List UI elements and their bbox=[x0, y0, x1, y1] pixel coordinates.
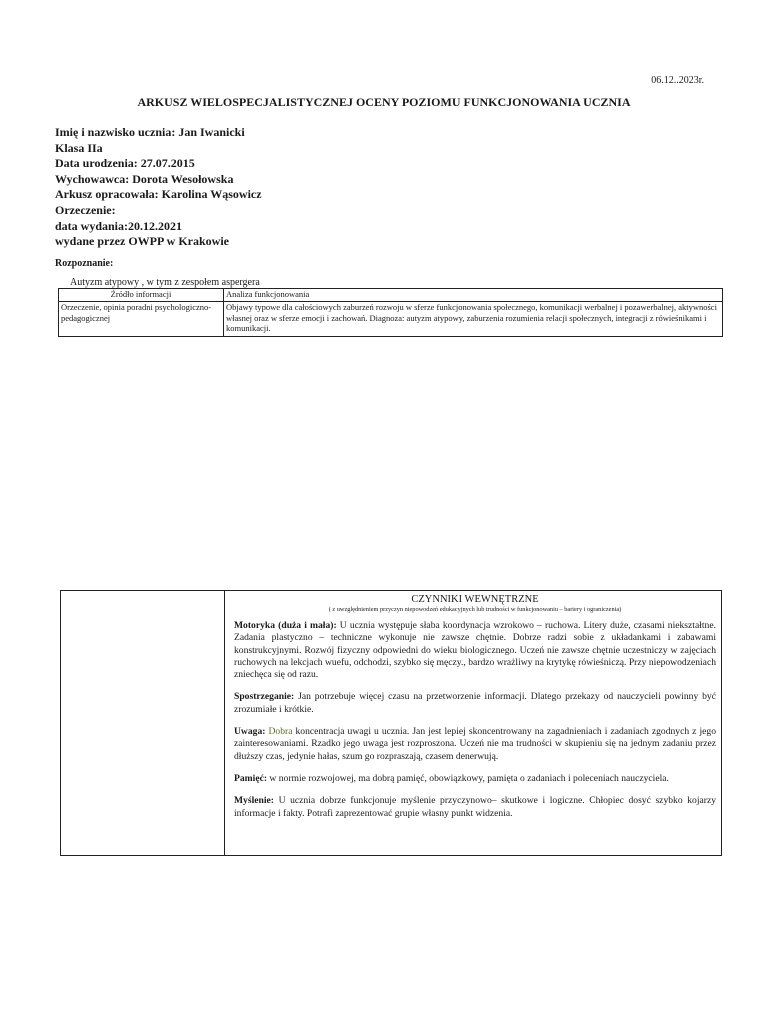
motor-skills-text: U ucznia występuje słaba koordynacja wzrokowo – ruchowa. Litery duże, czasami niekształtne. Zadania plastyczno – techniczne wykonuje nie zawsze chętnie. Dobrze radzi sobie z układankami i zabawami konstrukcyjnymi. Rozwój fizyczny odpowiedni do wieku biologicznego. Uczeń nie zawsze chętnie uczestniczy w zajęciach ruchowych na lekcjach wuefu, odchodzi, szybko się męczy., bardzo wrażliwy na krytykę rówieśniczą. Przy niepowodzeniach zniechęca się od razu. bbox=[234, 620, 716, 681]
sources-table bbox=[58, 288, 723, 337]
issue-date: data wydania:20.12.2021 bbox=[55, 218, 183, 233]
perception-paragraph bbox=[234, 691, 716, 716]
motor-skills-paragraph bbox=[234, 620, 716, 681]
source-cell: Orzeczenie, opinia poradni psychologiczno-pedagogicznej bbox=[59, 302, 224, 337]
empty-label-cell bbox=[61, 591, 225, 856]
student-info bbox=[55, 125, 262, 250]
motor-skills-heading: Motoryka (duża i mała): bbox=[234, 620, 337, 631]
document-date: 06.12..2023r. bbox=[651, 75, 704, 86]
memory-heading: Pamięć: bbox=[234, 772, 268, 784]
memory-paragraph bbox=[234, 773, 716, 785]
attention-heading: Uwaga: bbox=[234, 726, 266, 738]
diagnosis-value: Autyzm atypowy , w tym z zespołem aspergera bbox=[70, 277, 260, 288]
internal-factors-table bbox=[60, 590, 722, 856]
analysis-column-header: Analiza funkcjonowania bbox=[224, 289, 723, 302]
attention-highlight: Dobra bbox=[265, 726, 293, 738]
sheet-author: Arkusz opracowała: Karolina Wąsowicz bbox=[55, 187, 262, 202]
table-row bbox=[61, 591, 722, 856]
analysis-cell: Objawy typowe dla całościowych zaburzeń rozwoju w sferze funkcjonowania społecznego, komunikacji werbalnej i pozawerbalnej, aktywności własnej oraz w sferze emocji i zachowań. Diagnoza: autyzm atypowy, zaburzenia rozumienia relacji społecznych, integracji z rówieśnikami i komunikacji. bbox=[224, 302, 723, 337]
factors-subtitle: ( z uwzględnieniem przyczyn niepowodzeń edukacyjnych lub trudności w funkcjonowaniu – bariery i ograniczenia) bbox=[328, 606, 622, 613]
ruling-label: Orzeczenie: bbox=[55, 202, 116, 217]
thinking-text: U ucznia dobrze funkcjonuje myślenie przyczynowo– skutkowe i logiczne. Chłopiec dosyć szybko kojarzy informacje i fakty. Potrafi zaprezentować grupie własny punkt widzenia. bbox=[234, 795, 716, 819]
internal-factors-cell bbox=[225, 591, 722, 856]
table-row bbox=[59, 302, 723, 337]
attention-paragraph bbox=[234, 726, 716, 763]
issued-by: wydane przez OWPP w Krakowie bbox=[55, 234, 229, 249]
perception-text: Jan potrzebuje więcej czasu na przetworzenie informacji. Dlatego przekazy od nauczycieli powinny być zrozumiałe i krótkie. bbox=[234, 691, 716, 715]
birth-date: Data urodzenia: 27.07.2015 bbox=[55, 156, 195, 171]
memory-text: w normie rozwojowej, ma dobrą pamięć, obowiązkowy, pamięta o zadaniach i poleceniach nauczyciela. bbox=[267, 772, 669, 784]
thinking-heading: Myślenie: bbox=[234, 795, 274, 807]
perception-heading: Spostrzeganie: bbox=[234, 691, 295, 703]
thinking-paragraph bbox=[234, 795, 716, 820]
document-title: ARKUSZ WIELOSPECJALISTYCZNEJ OCENY POZIOMU FUNKCJONOWANIA UCZNIA bbox=[137, 95, 631, 109]
homeroom-teacher: Wychowawca: Dorota Wesołowska bbox=[55, 171, 234, 186]
student-name: Imię i nazwisko ucznia: Jan Iwanicki bbox=[55, 125, 245, 139]
diagnosis-label: Rozpoznanie: bbox=[55, 258, 114, 269]
attention-text: koncentracja uwagi u ucznia. Jan jest lepiej skoncentrowany na zagadnieniach i zadaniach zgodnych z jego zainteresowaniami. Rzadko jego uwaga jest rozproszona. Uczeń nie ma trudności w skupieniu się na jednym zadaniu przez dłuższy czas, jedynie hałas, szum go rozpraszają, czasem denerwują. bbox=[234, 726, 716, 762]
source-column-header: Źródło informacji bbox=[59, 289, 224, 302]
student-class: Klasa IIa bbox=[55, 140, 103, 155]
sources-table-header bbox=[59, 289, 723, 302]
factors-title: CZYNNIKI WEWNĘTRZNE bbox=[411, 594, 539, 605]
